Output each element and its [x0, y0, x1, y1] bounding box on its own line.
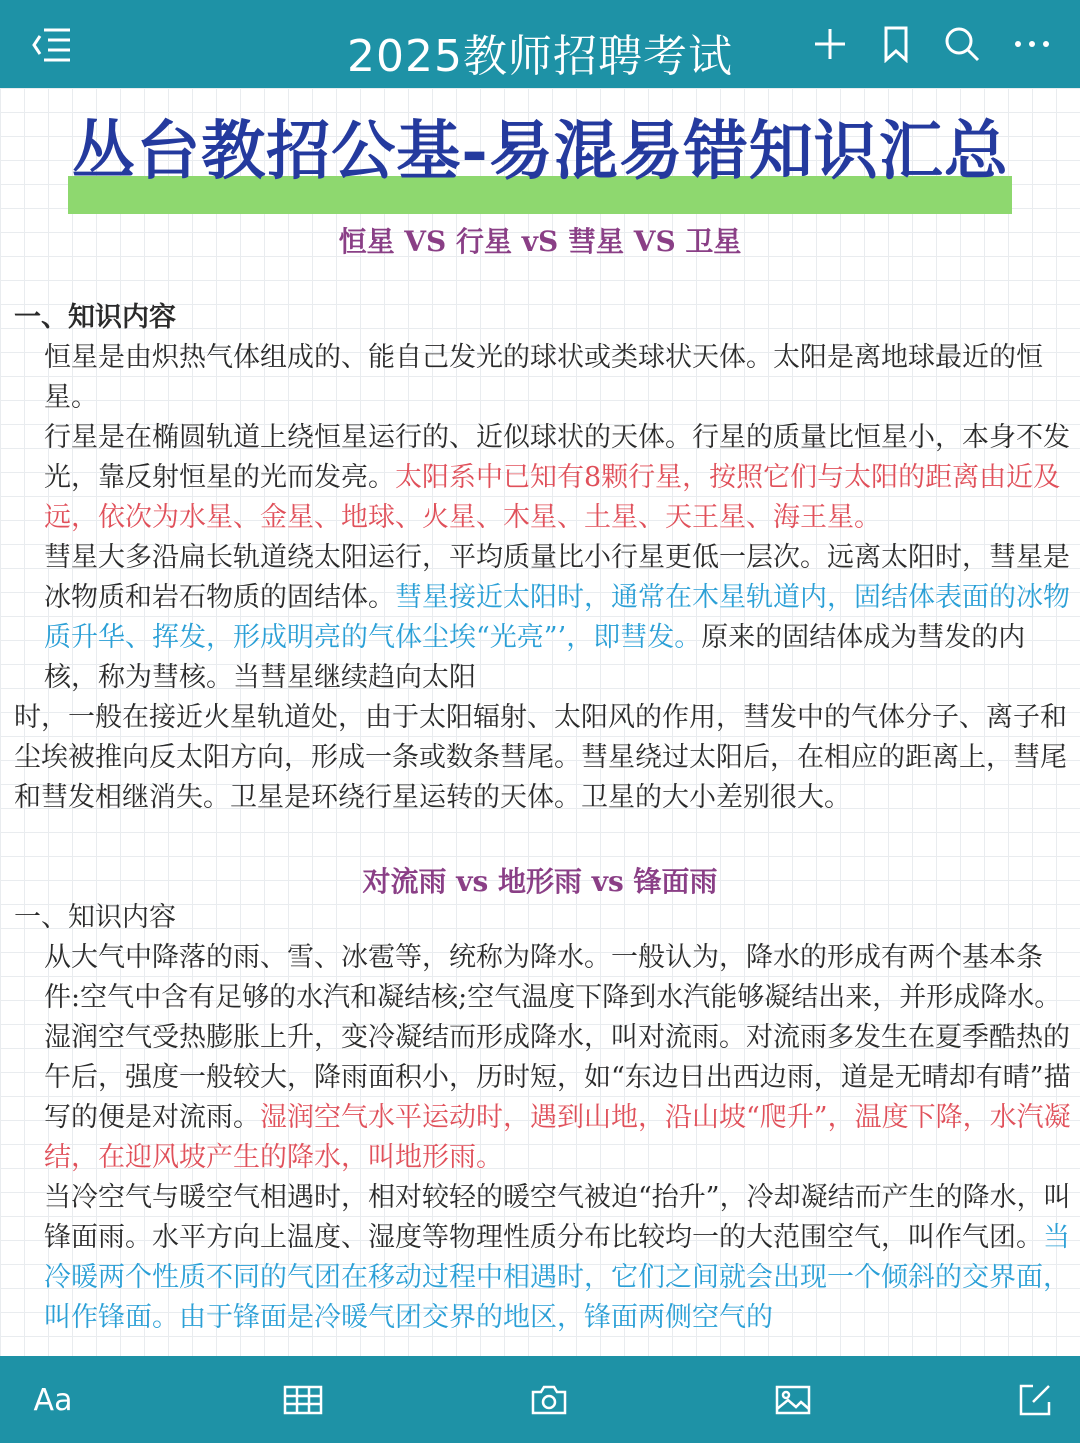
camera-icon[interactable] — [526, 1378, 572, 1422]
section-heading: 一、知识内容 — [14, 302, 176, 333]
section-body-stars — [14, 298, 1074, 818]
highlight-red: 太阳系中已知有8颗行星，按照它们与太阳的距离由近及远，依次为水星、金星、地球、火星、木星、土星、天王星、海王星。 — [44, 462, 1061, 533]
page-title: 2025教师招聘考试 — [347, 31, 733, 82]
paragraph-comet: 彗星大多沿扁长轨道绕太阳运行，平均质量比小行星更低一层次。远离太阳时，彗星是冰物质和岩石物质的固结体。彗星接近太阳时，通常在木星轨道内，固结体表面的冰物质升华、挥发，形成明亮的气体尘埃“光亮”’，即彗发。原来的固结体成为彗发的内核，称为彗核。当彗星继续趋向太阳 — [44, 542, 1070, 693]
plus-icon[interactable] — [808, 22, 852, 66]
image-icon[interactable] — [770, 1378, 816, 1422]
paragraph-planet: 行星是在椭圆轨道上绕恒星运行的、近似球状的天体。行星的质量比恒星小，本身不发光，靠反射恒星的光而发亮。太阳系中已知有8颗行星，按照它们与太阳的距离由近及远，依次为水星、金星、地球、火星、木星、土星、天王星、海王星。 — [44, 422, 1070, 533]
bottom-toolbar — [0, 1356, 1080, 1443]
section-body-rain — [14, 898, 1074, 1338]
edit-icon[interactable] — [1012, 1378, 1058, 1422]
section-heading: 一、知识内容 — [14, 902, 176, 933]
more-icon[interactable] — [1010, 22, 1054, 66]
paragraph-frontal: 当冷空气与暖空气相遇时，相对较轻的暖空气被迫“抬升”，冷却凝结而产生的降水，叫锋面雨。水平方向上温度、湿度等物理性质分布比较均一的大范围空气，叫作气团。当冷暖两个性质不同的气团在移动过程中相遇时，它们之间就会出现一个倾斜的交界面，叫作锋面。由于锋面是冷暖气团交界的地区，锋面两侧空气的 — [44, 1182, 1071, 1333]
highlight-blue: 当冷暖两个性质不同的气团在移动过程中相遇时，它们之间就会出现一个倾斜的交界面，叫作锋面。由于锋面是冷暖气团交界的地区，锋面两侧空气的 — [44, 1222, 1070, 1333]
paragraph-convection: 从大气中降落的雨、雪、冰雹等，统称为降水。一般认为，降水的形成有两个基本条件:空气中含有足够的水汽和凝结核;空气温度下降到水汽能够凝结出来，并形成降水。湿润空气受热膨胀上升，变冷凝结而形成降水，叫对流雨。对流雨多发生在夏季酷热的午后，强度一般较大，降雨面积小，历时短，如“东边日出西边雨，道是无晴却有晴”描写的便是对流雨。湿润空气水平运动时，遇到山地，沿山坡“爬升”，温度下降，水汽凝结，在迎风坡产生的降水，叫地形雨。 — [44, 942, 1071, 1173]
document-content[interactable] — [0, 88, 1080, 1356]
paragraph-star: 恒星是由炽热气体组成的、能自己发光的球状或类球状天体。太阳是离地球最近的恒星。 — [44, 342, 1043, 413]
bookmark-icon[interactable] — [874, 22, 918, 66]
font-icon[interactable]: Aa — [33, 1382, 73, 1418]
section-subtitle-stars: 恒星 VS 行星 vS 彗星 VS 卫星 — [338, 225, 742, 258]
table-icon[interactable] — [280, 1378, 326, 1422]
highlight-red: 湿润空气水平运动时，遇到山地，沿山坡“爬升”，温度下降，水汽凝结，在迎风坡产生的降水，叫地形雨。 — [44, 1102, 1071, 1173]
search-icon[interactable] — [940, 22, 984, 66]
top-toolbar — [0, 0, 1080, 88]
paragraph-comet-cont: 时，一般在接近火星轨道处，由于太阳辐射、太阳风的作用，彗发中的气体分子、离子和尘埃被推向反太阳方向，形成一条或数条彗尾。彗星绕过太阳后，在相应的距离上，彗尾和彗发相继消失。卫星是环绕行星运转的天体。卫星的大小差别很大。 — [14, 702, 1067, 813]
section-subtitle-rain: 对流雨 vs 地形雨 vs 锋面雨 — [362, 865, 718, 898]
highlight-blue: 彗星接近太阳时，通常在木星轨道内，固结体表面的冰物质升华、挥发，形成明亮的气体尘埃“光亮”’，即彗发。 — [44, 582, 1070, 653]
document-title: 丛台教招公基-易混易错知识汇总 — [0, 114, 1080, 190]
